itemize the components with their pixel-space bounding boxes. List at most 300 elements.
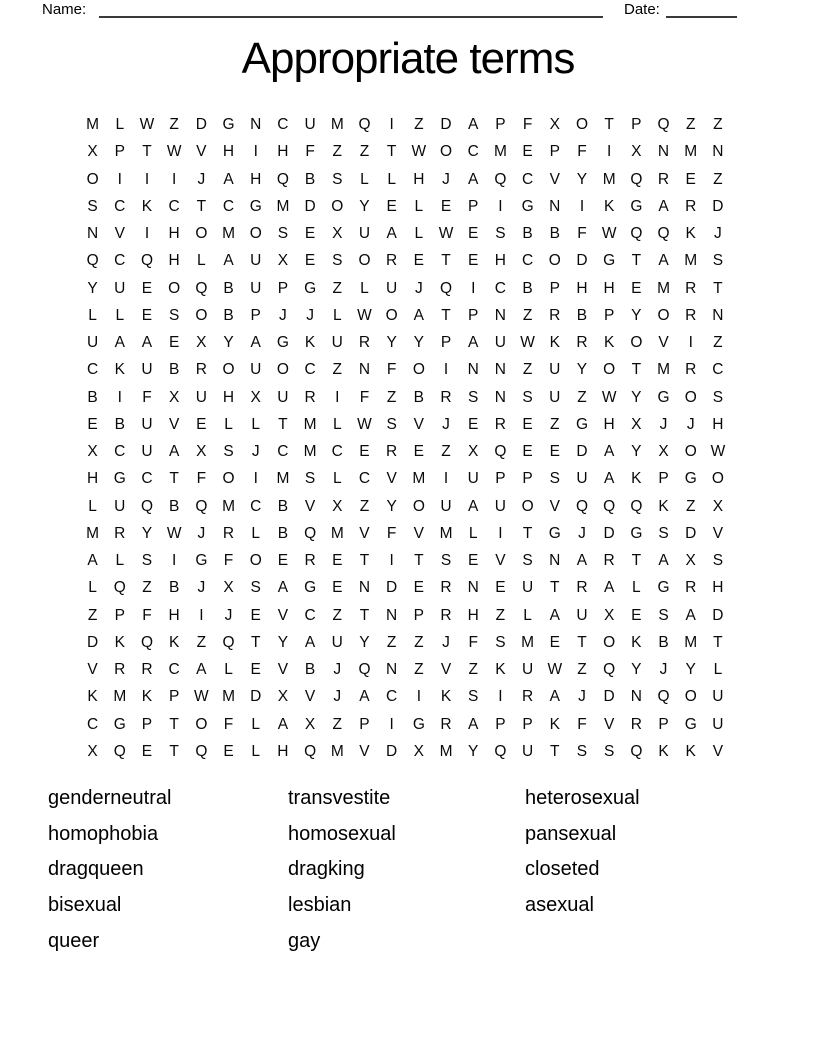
grid-cell: F — [359, 388, 370, 406]
grid-cell: T — [169, 742, 179, 760]
grid-cell: S — [576, 742, 588, 760]
grid-cell: Y — [386, 334, 397, 351]
grid-cell: T — [441, 252, 451, 270]
grid-cell: K — [658, 497, 669, 515]
grid-cell: M — [521, 633, 535, 651]
grid-cell: E — [631, 606, 642, 624]
grid-cell: Q — [494, 170, 507, 188]
grid-cell: D — [576, 443, 588, 460]
grid-cell: U — [386, 279, 398, 297]
word-list-column — [288, 781, 396, 960]
grid-cell: Q — [358, 116, 371, 133]
grid-cell: C — [86, 361, 99, 379]
grid-cell: L — [251, 415, 261, 433]
grid-cell: X — [196, 443, 207, 460]
grid-cell: O — [684, 688, 697, 706]
grid-cell: A — [468, 170, 479, 188]
grid-cell: E — [495, 579, 506, 597]
word-item: dragking — [288, 858, 365, 881]
grid-cell: N — [386, 661, 398, 678]
grid-cell: U — [494, 497, 506, 515]
grid-cell: U — [494, 334, 506, 351]
grid-cell: N — [86, 225, 99, 242]
grid-cell: U — [712, 715, 724, 733]
grid-cell: T — [169, 470, 179, 488]
grid-cell: X — [549, 116, 560, 133]
grid-cell: N — [657, 143, 670, 161]
grid-cell: E — [250, 661, 261, 678]
grid-cell: G — [575, 415, 588, 433]
grid-cell: F — [305, 143, 315, 161]
grid-cell: E — [141, 742, 153, 760]
word-item: queer — [48, 929, 100, 952]
grid-cell: G — [657, 388, 670, 406]
grid-cell: P — [549, 143, 560, 161]
grid-cell: E — [468, 415, 479, 433]
grid-cell: X — [712, 497, 724, 515]
grid-cell: Y — [413, 334, 425, 351]
grid-cell: E — [413, 579, 425, 597]
grid-cell: U — [195, 388, 207, 406]
grid-cell: I — [144, 225, 150, 242]
grid-cell: Z — [685, 497, 696, 515]
grid-cell: E — [141, 279, 153, 297]
grid-cell: U — [141, 415, 153, 433]
grid-cell: Z — [577, 661, 587, 678]
grid-cell: L — [88, 497, 97, 515]
grid-cell: L — [713, 661, 723, 678]
grid-cell: T — [631, 552, 642, 569]
grid-cell: A — [413, 306, 425, 324]
grid-cell: U — [250, 361, 262, 379]
grid-cell: A — [549, 606, 560, 624]
grid-cell: N — [467, 579, 479, 597]
grid-cell: E — [250, 606, 261, 624]
grid-cell: O — [195, 306, 208, 324]
grid-row — [79, 384, 732, 411]
grid-cell: Q — [113, 579, 126, 597]
grid-row — [79, 465, 732, 492]
grid-row — [79, 247, 732, 274]
grid-cell: T — [550, 742, 560, 760]
grid-cell: P — [495, 470, 506, 488]
grid-cell: J — [442, 415, 450, 433]
grid-cell: P — [658, 715, 669, 733]
grid-cell: A — [468, 116, 479, 133]
grid-cell: I — [607, 143, 612, 161]
grid-cell: B — [223, 306, 234, 324]
grid-row — [79, 683, 732, 710]
grid-cell: R — [114, 661, 126, 678]
grid-cell: S — [549, 470, 560, 488]
grid-cell: C — [494, 279, 506, 297]
grid-cell: M — [113, 688, 127, 706]
grid-cell: O — [249, 552, 262, 569]
grid-cell: M — [684, 252, 698, 270]
grid-cell: B — [522, 279, 533, 297]
grid-cell: N — [494, 388, 506, 406]
grid-cell: O — [684, 443, 697, 460]
grid-cell: A — [304, 633, 316, 651]
grid-cell: S — [250, 579, 261, 597]
grid-cell: K — [631, 470, 642, 488]
grid-cell: O — [358, 252, 371, 270]
grid-cell: A — [196, 661, 207, 678]
grid-cell: U — [114, 279, 126, 297]
grid-cell: Z — [332, 715, 343, 733]
grid-cell: H — [413, 170, 425, 188]
grid-cell: Z — [713, 170, 723, 188]
word-item: transvestite — [288, 787, 391, 809]
grid-cell: I — [688, 334, 693, 351]
grid-cell: E — [168, 334, 180, 351]
grid-cell: I — [389, 715, 394, 733]
grid-cell: B — [114, 415, 125, 433]
grid-cell: H — [222, 388, 235, 406]
grid-cell: Q — [195, 742, 208, 760]
grid-cell: T — [441, 306, 451, 324]
grid-cell: T — [359, 606, 370, 624]
grid-cell: I — [199, 606, 204, 624]
grid-cell: U — [549, 361, 561, 379]
grid-cell: G — [276, 334, 289, 351]
grid-row — [79, 411, 732, 438]
grid-cell: V — [440, 661, 452, 678]
grid-cell: A — [603, 470, 615, 488]
grid-cell: S — [522, 552, 533, 569]
grid-cell: R — [304, 388, 316, 406]
grid-cell: G — [304, 279, 317, 297]
grid-cell: Z — [685, 116, 696, 133]
grid-cell: H — [168, 606, 180, 624]
grid-cell: A — [603, 443, 615, 460]
grid-cell: U — [358, 225, 371, 242]
grid-cell: A — [658, 252, 669, 270]
grid-cell: B — [277, 497, 289, 515]
grid-cell: V — [712, 524, 724, 542]
grid-cell: W — [601, 225, 617, 242]
grid-cell: S — [712, 388, 724, 406]
grid-cell: M — [86, 524, 100, 542]
grid-cell: L — [332, 470, 342, 488]
word-item: homophobia — [48, 822, 159, 845]
grid-cell: M — [86, 116, 100, 133]
grid-cell: I — [172, 552, 177, 569]
grid-cell: K — [304, 334, 316, 351]
grid-cell: N — [358, 361, 371, 379]
grid-cell: Q — [657, 225, 670, 242]
grid-cell: Y — [631, 443, 642, 460]
grid-cell: H — [712, 579, 724, 597]
date-label: Date: — [624, 1, 660, 18]
grid-cell: C — [712, 361, 724, 379]
grid-cell: D — [603, 524, 615, 542]
grid-cell: L — [332, 415, 342, 433]
grid-cell: V — [277, 661, 289, 678]
grid-cell: A — [250, 334, 261, 351]
grid-cell: T — [386, 143, 397, 161]
grid-cell: G — [684, 470, 697, 488]
grid-cell: N — [712, 306, 724, 324]
grid-cell: X — [196, 334, 207, 351]
grid-cell: E — [359, 443, 370, 460]
grid-cell: Q — [140, 633, 153, 651]
grid-cell: Q — [304, 742, 317, 760]
grid-cell: L — [332, 306, 342, 324]
grid-cell: K — [114, 633, 125, 651]
grid-cell: C — [304, 606, 316, 624]
grid-cell: S — [386, 415, 397, 433]
grid-cell: U — [331, 633, 343, 651]
grid-cell: U — [521, 579, 534, 597]
word-item: genderneutral — [48, 787, 172, 809]
grid-cell: X — [685, 552, 696, 569]
grid-cell: Z — [441, 443, 451, 460]
grid-cell: W — [194, 688, 209, 706]
grid-cell: Z — [414, 116, 424, 133]
grid-cell: M — [222, 497, 235, 515]
grid-cell: X — [87, 742, 98, 760]
grid-cell: M — [222, 688, 235, 706]
grid-cell: E — [522, 443, 533, 460]
grid-cell: E — [522, 415, 533, 433]
grid-cell: L — [251, 715, 261, 733]
word-list-column — [525, 781, 640, 924]
grid-cell: R — [494, 415, 506, 433]
grid-cell: Y — [685, 661, 696, 678]
grid-cell: H — [494, 252, 506, 270]
grid-cell: S — [87, 197, 98, 215]
grid-cell: S — [712, 552, 724, 569]
grid-cell: D — [576, 252, 588, 270]
grid-cell: W — [411, 143, 427, 161]
grid-cell: P — [413, 606, 425, 624]
grid-cell: B — [413, 388, 425, 406]
grid-cell: U — [86, 334, 99, 351]
grid-cell: S — [223, 443, 234, 460]
grid-cell: J — [442, 170, 450, 188]
grid-cell: O — [684, 388, 697, 406]
grid-cell: Q — [630, 497, 643, 515]
grid-cell: J — [578, 688, 586, 706]
grid-cell: V — [359, 742, 370, 760]
grid-cell: P — [277, 279, 289, 297]
grid-cell: I — [579, 197, 585, 215]
grid-cell: V — [549, 497, 560, 515]
grid-cell: Y — [631, 306, 642, 324]
grid-cell: Q — [630, 742, 643, 760]
grid-cell: M — [303, 415, 317, 433]
grid-cell: I — [253, 143, 258, 161]
grid-cell: Y — [576, 170, 588, 188]
grid-cell: S — [468, 688, 479, 706]
word-item: lesbian — [288, 894, 352, 917]
grid-cell: S — [468, 388, 479, 406]
grid-row — [79, 329, 732, 356]
grid-cell: Z — [522, 361, 533, 379]
word-item: closeted — [525, 858, 600, 881]
grid-cell: T — [250, 633, 261, 651]
grid-cell: L — [88, 579, 97, 597]
grid-cell: T — [631, 252, 642, 270]
grid-cell: X — [332, 225, 343, 242]
grid-cell: X — [87, 143, 98, 161]
grid-cell: D — [712, 606, 724, 624]
grid-cell: J — [686, 415, 695, 433]
grid-cell: Y — [359, 197, 370, 215]
grid-cell: Q — [603, 661, 616, 678]
grid-cell: Z — [332, 361, 343, 379]
grid-cell: C — [222, 197, 235, 215]
grid-cell: P — [114, 143, 125, 161]
grid-cell: W — [601, 388, 617, 406]
grid-cell: Q — [657, 688, 670, 706]
grid-cell: U — [576, 470, 588, 488]
grid-cell: T — [631, 361, 642, 379]
grid-cell: V — [114, 225, 125, 242]
grid-cell: J — [333, 688, 342, 706]
grid-cell: O — [86, 170, 99, 188]
grid-cell: U — [467, 470, 479, 488]
grid-cell: S — [440, 552, 452, 569]
grid-cell: O — [440, 143, 453, 161]
grid-cell: T — [196, 197, 207, 215]
grid-cell: I — [117, 170, 122, 188]
grid-cell: R — [386, 443, 398, 460]
grid-cell: V — [304, 688, 316, 706]
grid-cell: X — [631, 415, 642, 433]
grid-cell: C — [141, 470, 153, 488]
grid-cell: N — [549, 197, 561, 215]
grid-cell: R — [549, 306, 561, 324]
grid-cell: I — [498, 197, 503, 215]
grid-cell: V — [495, 552, 506, 569]
grid-cell: G — [249, 197, 262, 215]
grid-cell: Z — [332, 143, 343, 161]
grid-cell: U — [549, 388, 561, 406]
grid-cell: N — [712, 143, 724, 161]
grid-cell: T — [414, 552, 424, 569]
grid-cell: W — [139, 116, 155, 133]
grid-cell: V — [277, 606, 289, 624]
grid-cell: E — [413, 252, 425, 270]
grid-cell: V — [413, 415, 425, 433]
grid-cell: S — [304, 470, 316, 488]
grid-cell: R — [576, 579, 588, 597]
grid-cell: P — [631, 116, 642, 133]
grid-cell: R — [440, 388, 452, 406]
grid-cell: J — [659, 415, 668, 433]
grid-cell: D — [195, 116, 207, 133]
grid-cell: X — [468, 443, 479, 460]
grid-cell: I — [253, 470, 258, 488]
grid-cell: T — [604, 116, 614, 133]
grid-cell: Z — [386, 633, 397, 651]
grid-cell: O — [548, 252, 561, 270]
grid-row — [79, 138, 732, 165]
grid-cell: O — [222, 470, 235, 488]
grid-cell: R — [440, 606, 452, 624]
grid-cell: F — [468, 633, 478, 651]
grid-cell: Q — [494, 443, 507, 460]
grid-cell: R — [141, 661, 153, 678]
grid-cell: Z — [332, 279, 343, 297]
grid-cell: T — [550, 579, 560, 597]
grid-cell: T — [713, 633, 723, 651]
grid-cell: C — [386, 688, 398, 706]
grid-cell: S — [658, 606, 669, 624]
grid-cell: Y — [359, 633, 370, 651]
grid-cell: V — [658, 334, 669, 351]
grid-row — [79, 166, 732, 193]
grid-cell: J — [279, 306, 287, 324]
grid-cell: F — [142, 606, 152, 624]
grid-cell: V — [603, 715, 615, 733]
grid-cell: T — [278, 415, 288, 433]
grid-cell: Q — [276, 170, 289, 188]
grid-cell: A — [223, 252, 234, 270]
grid-row — [79, 738, 732, 765]
grid-cell: J — [251, 443, 260, 460]
grid-row — [79, 111, 732, 138]
grid-cell: M — [657, 361, 670, 379]
grid-cell: W — [520, 334, 535, 351]
grid-cell: R — [304, 552, 316, 569]
name-blank-line — [99, 16, 603, 18]
grid-cell: X — [413, 742, 425, 760]
grid-cell: I — [144, 170, 150, 188]
grid-cell: N — [358, 579, 371, 597]
grid-cell: H — [603, 415, 615, 433]
grid-cell: A — [549, 688, 560, 706]
grid-cell: M — [276, 197, 290, 215]
grid-cell: V — [413, 524, 425, 542]
grid-cell: C — [277, 116, 289, 133]
grid-cell: V — [87, 661, 98, 678]
grid-cell: W — [357, 415, 372, 433]
grid-cell: K — [440, 688, 452, 706]
grid-cell: Q — [575, 497, 588, 515]
grid-cell: F — [142, 388, 152, 406]
grid-cell: H — [576, 279, 588, 297]
grid-cell: I — [498, 524, 503, 542]
grid-cell: Q — [494, 742, 507, 760]
grid-cell: M — [412, 470, 426, 488]
grid-row — [79, 220, 732, 247]
grid-cell: N — [549, 552, 561, 569]
grid-cell: F — [577, 225, 587, 242]
grid-cell: X — [603, 606, 615, 624]
grid-cell: U — [141, 443, 153, 460]
grid-cell: I — [471, 279, 476, 297]
grid-cell: F — [223, 715, 234, 733]
grid-cell: G — [684, 715, 697, 733]
grid-cell: J — [197, 579, 206, 597]
grid-cell: R — [685, 279, 697, 297]
grid-cell: I — [498, 688, 503, 706]
grid-cell: C — [521, 170, 534, 188]
grid-cell: I — [172, 170, 177, 188]
grid-cell: F — [577, 715, 587, 733]
grid-cell: L — [360, 170, 369, 188]
grid-cell: O — [168, 279, 181, 297]
grid-cell: F — [577, 143, 587, 161]
grid-cell: U — [304, 116, 316, 133]
grid-cell: A — [277, 715, 289, 733]
grid-cell: B — [304, 170, 316, 188]
grid-cell: T — [522, 524, 533, 542]
grid-cell: H — [277, 143, 289, 161]
